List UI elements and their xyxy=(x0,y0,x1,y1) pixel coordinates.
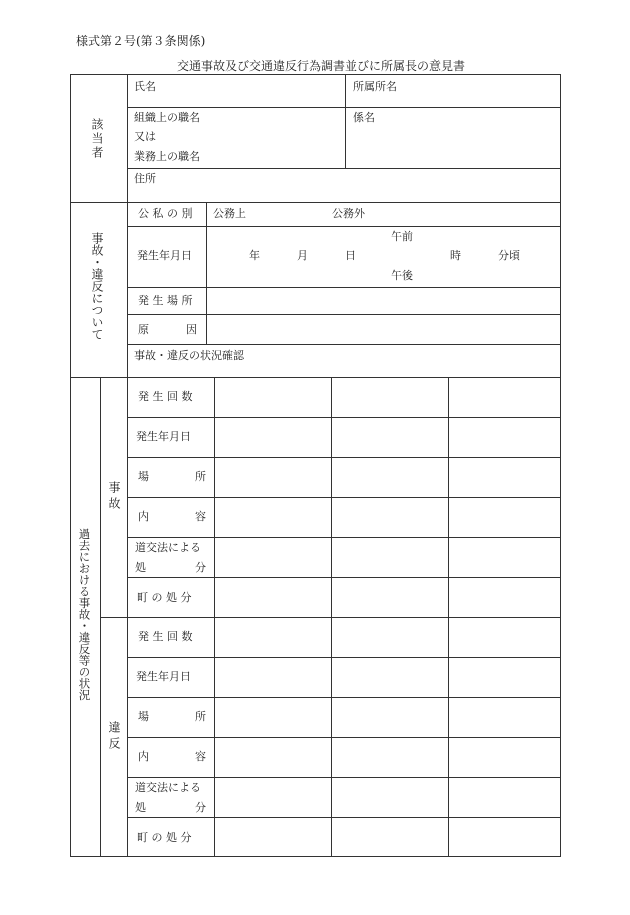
cause-label-part2: 因 xyxy=(186,323,197,336)
history-entry-cell[interactable] xyxy=(451,540,557,574)
incident-place-label: 発 生 場 所 xyxy=(138,294,193,307)
public-private-label: 公 私 の 別 xyxy=(138,207,193,220)
name-label: 氏名 xyxy=(134,80,156,93)
cause-field[interactable] xyxy=(212,320,555,340)
on-duty-option[interactable]: 公務上 xyxy=(213,207,246,220)
history-entry-cell[interactable] xyxy=(217,740,328,774)
history-entry-cell[interactable] xyxy=(217,660,328,694)
history-entry-cell[interactable] xyxy=(451,460,557,494)
violation-place-label-2: 所 xyxy=(195,710,206,723)
history-entry-cell[interactable] xyxy=(451,500,557,534)
history-entry-cell[interactable] xyxy=(334,500,445,534)
accident-content-label-2: 容 xyxy=(195,510,206,523)
position-label-line2: 又は xyxy=(134,130,156,143)
history-entry-cell[interactable] xyxy=(217,540,328,574)
history-entry-cell[interactable] xyxy=(217,780,328,814)
history-entry-cell[interactable] xyxy=(451,420,557,454)
history-entry-cell[interactable] xyxy=(334,380,445,414)
accident-place-label-2: 所 xyxy=(195,470,206,483)
history-entry-cell[interactable] xyxy=(451,700,557,734)
form-number: 様式第２号(第３条関係) xyxy=(76,34,206,48)
position-label-line1: 組織上の職名 xyxy=(134,111,200,124)
history-entry-cell[interactable] xyxy=(334,780,445,814)
day-unit: 日 xyxy=(345,249,356,262)
accident-law-label-2b: 分 xyxy=(195,561,206,574)
accident-count-label: 発 生 回 数 xyxy=(138,390,193,403)
cause-label-part1: 原 xyxy=(138,323,149,336)
am-option[interactable]: 午前 xyxy=(391,230,413,243)
hour-unit: 時 xyxy=(450,249,461,262)
off-duty-option[interactable]: 公務外 xyxy=(332,207,365,220)
accident-date-label: 発生年月日 xyxy=(136,430,191,443)
address-label: 住所 xyxy=(134,172,156,185)
history-entry-cell[interactable] xyxy=(217,620,328,654)
history-entry-cell[interactable] xyxy=(451,580,557,614)
position-label-line3: 業務上の職名 xyxy=(134,150,200,163)
accident-content-label-1: 内 xyxy=(138,510,149,523)
violation-law-label-1: 道交法による xyxy=(135,781,201,794)
pm-option[interactable]: 午後 xyxy=(391,269,413,282)
history-entry-cell[interactable] xyxy=(217,500,328,534)
accident-law-label-1: 道交法による xyxy=(135,541,201,554)
section-history-label: 過去における事故・違反等の状況 xyxy=(77,528,92,701)
post-field[interactable] xyxy=(400,120,555,160)
history-entry-cell[interactable] xyxy=(451,780,557,814)
history-entry-cell[interactable] xyxy=(217,580,328,614)
section-incident-label: 事故・違反について xyxy=(90,232,104,340)
history-entry-cell[interactable] xyxy=(334,820,445,853)
violation-place-label-1: 場 xyxy=(138,710,149,723)
violation-law-label-2b: 分 xyxy=(195,801,206,814)
violation-label: 違反 xyxy=(107,721,121,753)
history-entry-cell[interactable] xyxy=(217,460,328,494)
name-field[interactable] xyxy=(200,95,340,105)
incident-date-label: 発生年月日 xyxy=(137,249,192,262)
section-person-label: 該当者 xyxy=(90,118,104,160)
accident-law-label-2a: 処 xyxy=(135,561,146,574)
history-entry-cell[interactable] xyxy=(451,820,557,853)
history-entry-cell[interactable] xyxy=(451,740,557,774)
violation-content-label-2: 容 xyxy=(195,750,206,763)
confirmation-field[interactable] xyxy=(260,350,555,370)
history-entry-cell[interactable] xyxy=(217,820,328,853)
accident-label: 事故 xyxy=(107,481,121,513)
history-entry-cell[interactable] xyxy=(334,460,445,494)
accident-town-label: 町 の 処 分 xyxy=(137,591,192,604)
minute-unit: 分頃 xyxy=(498,249,520,262)
history-entry-cell[interactable] xyxy=(451,620,557,654)
month-unit: 月 xyxy=(297,249,308,262)
history-entry-cell[interactable] xyxy=(334,540,445,574)
violation-date-label: 発生年月日 xyxy=(136,670,191,683)
history-entry-cell[interactable] xyxy=(334,660,445,694)
violation-town-label: 町 の 処 分 xyxy=(137,831,192,844)
violation-content-label-1: 内 xyxy=(138,750,149,763)
history-entry-cell[interactable] xyxy=(217,380,328,414)
history-entry-cell[interactable] xyxy=(217,420,328,454)
office-label: 所属所名 xyxy=(353,80,397,93)
address-field[interactable] xyxy=(180,180,555,198)
history-entry-cell[interactable] xyxy=(451,380,557,414)
history-entry-cell[interactable] xyxy=(217,700,328,734)
history-entry-cell[interactable] xyxy=(334,620,445,654)
history-entry-cell[interactable] xyxy=(334,700,445,734)
accident-place-label-1: 場 xyxy=(138,470,149,483)
form-title: 交通事故及び交通違反行為調書並びに所属長の意見書 xyxy=(177,59,466,73)
year-unit: 年 xyxy=(249,249,260,262)
history-entry-cell[interactable] xyxy=(451,660,557,694)
history-entry-cell[interactable] xyxy=(334,580,445,614)
position-field[interactable] xyxy=(220,120,340,160)
office-field[interactable] xyxy=(420,95,555,105)
history-entry-cell[interactable] xyxy=(334,420,445,454)
incident-place-field[interactable] xyxy=(212,292,555,310)
violation-count-label: 発 生 回 数 xyxy=(138,630,193,643)
history-entry-cell[interactable] xyxy=(334,740,445,774)
violation-law-label-2a: 処 xyxy=(135,801,146,814)
confirmation-label: 事故・違反の状況確認 xyxy=(134,349,244,362)
post-label: 係名 xyxy=(353,111,375,124)
